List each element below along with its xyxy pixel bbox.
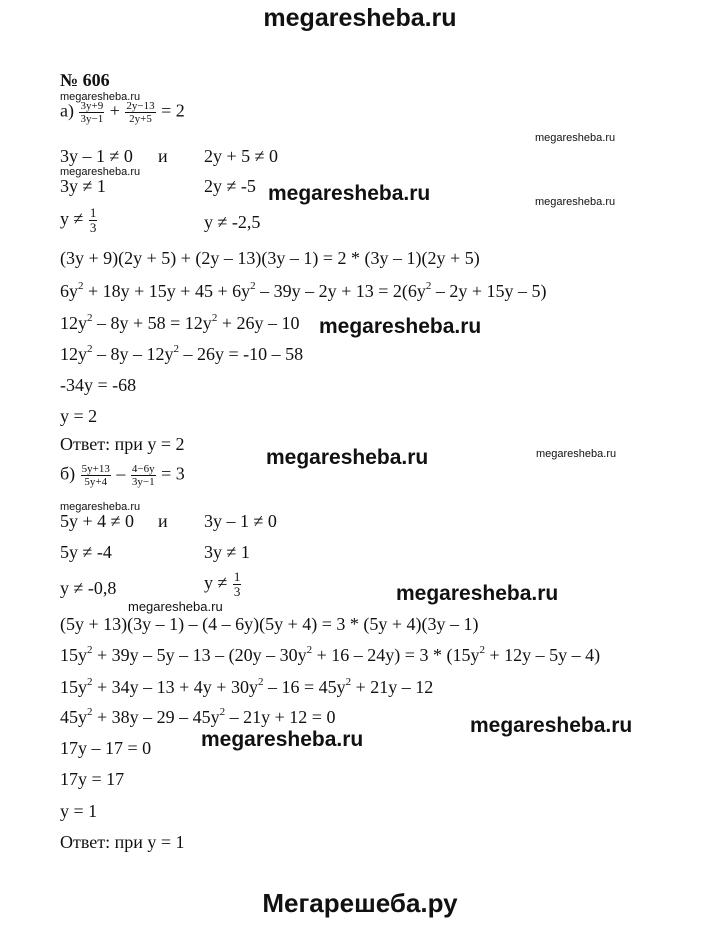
part-b-equation: б) $\frac{5y+13}{5y+4}$ – $\frac{4-6y}{3y-1}$ = 3 [60,463,185,488]
watermark-small: megaresheba.ru [535,132,616,144]
site-footer: Мегарешеба.ру [262,888,458,918]
part-a-equation: а) $\frac{3y+9}{3y-1}$ + $\frac{2y-13}{2y+5}$ = 2 [60,100,185,125]
condition-left: 5y + 4 ≠ 0 [60,511,135,531]
condition-right: y ≠ -2,5 [204,212,261,232]
condition-and: и [158,511,168,531]
watermark-small: megaresheba.ru [536,448,617,460]
watermark-large: megaresheba.ru [201,728,364,751]
part-b-label: б) [60,463,76,484]
fraction: $\frac{1}{3}$ [233,569,241,599]
condition-and: и [158,146,168,166]
condition-right: 3y – 1 ≠ 0 [204,511,277,531]
fraction: $\frac{5y+13}{5y+4}$ [81,463,110,488]
condition-right: 2y ≠ -5 [204,176,256,196]
solution-line: $12y^2 - 8y + 58 = 12y^2 + 26y - 10$ [60,312,300,333]
answer-line: Ответ: при y = 2 [60,434,185,454]
watermark-large: megaresheba.ru [319,315,482,338]
solution-line: (3y + 9)(2y + 5) + (2y – 13)(3y – 1) = 2 * (3y – 1)(2y + 5) [60,248,480,268]
fraction: $\frac{2y-13}{2y+5}$ [126,100,155,125]
solution-line: -34y = -68 [60,375,137,395]
fraction: $\frac{4-6y}{3y-1}$ [131,463,155,488]
part-a-label: а) [60,100,74,121]
watermark-small: megaresheba.ru [128,599,223,614]
condition-left: y ≠ -0,8 [60,578,117,598]
fraction: $\frac{1}{3}$ [89,205,97,235]
answer-line: Ответ: при y = 1 [60,832,185,852]
watermark-large: megaresheba.ru [266,446,429,469]
site-header: megaresheba.ru [263,4,457,32]
problem-number: № 606 [60,70,110,90]
condition-right: 3y ≠ 1 [204,542,250,562]
solution-line: $15y^2 + 34y - 13 + 4y + 30y^2 - 16 = 45y^2 + 21y - 12$ [60,676,434,697]
watermark-small: megaresheba.ru [60,501,141,513]
condition-right: y ≠ $\frac{1}{3}$ [204,569,241,599]
condition-left: 3y – 1 ≠ 0 [60,146,133,166]
solution-line: 17y – 17 = 0 [60,738,152,758]
watermark-small: megaresheba.ru [535,196,616,208]
solution-line: $45y^2 + 38y - 29 - 45y^2 - 21y + 12 = 0$ [60,706,336,727]
solution-line: $15y^2 + 39y - 5y - 13 - (20y - 30y^2 + 16 - 24y) = 3 * (15y^2 + 12y - 5y - 4)$ [60,644,601,665]
solution-line: (5y + 13)(3y – 1) – (4 – 6y)(5y + 4) = 3 * (5y + 4)(3y – 1) [60,614,479,634]
watermark-large: megaresheba.ru [470,714,633,737]
condition-left: y ≠ $\frac{1}{3}$ [60,205,97,235]
fraction: $\frac{3y+9}{3y-1}$ [80,100,104,125]
solution-line: $6y^2 + 18y + 15y + 45 + 6y^2 - 39y - 2y + 13 = 2(6y^2 - 2y + 15y - 5)$ [60,280,547,301]
watermark-large: megaresheba.ru [268,182,431,205]
solution-line: $12y^2 - 8y - 12y^2 - 26y = -10 - 58$ [60,343,304,364]
watermark-large: megaresheba.ru [396,582,559,605]
watermark-small: megaresheba.ru [60,166,141,178]
solution-line: 17y = 17 [60,769,125,789]
solution-line: y = 2 [60,406,98,426]
watermark-small: megaresheba.ru [60,91,141,103]
condition-right: 2y + 5 ≠ 0 [204,146,279,166]
solution-line: y = 1 [60,801,98,821]
condition-left: 3y ≠ 1 [60,176,106,196]
condition-left: 5y ≠ -4 [60,542,112,562]
